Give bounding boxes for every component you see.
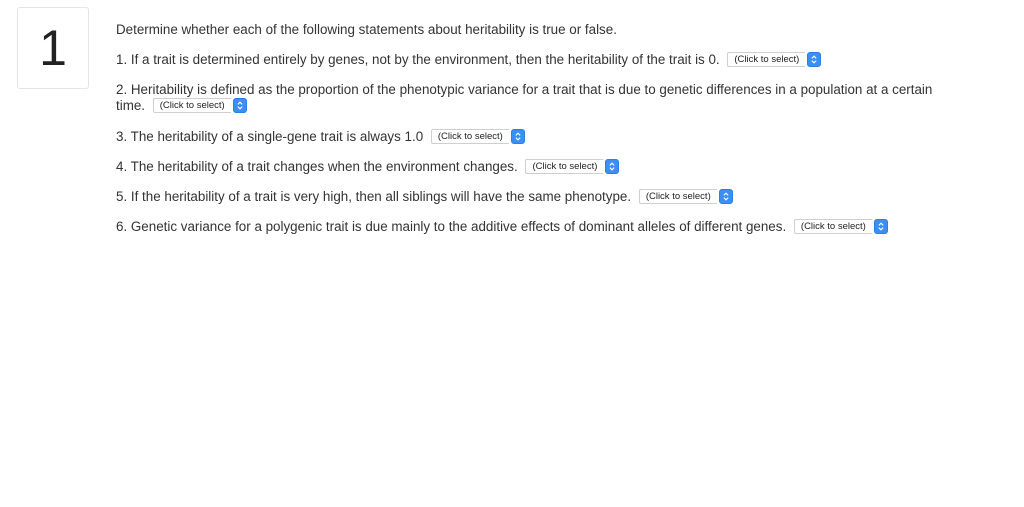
question-number-badge: 1 xyxy=(17,7,89,89)
question-instructions: Determine whether each of the following statements about heritability is true or false. xyxy=(116,22,617,37)
statement-2 xyxy=(116,82,946,114)
statement-6-select-value[interactable]: (Click to select) xyxy=(794,219,872,234)
select-arrows-icon[interactable] xyxy=(605,159,619,174)
statement-5-select[interactable] xyxy=(639,189,733,204)
statement-1-select-value[interactable]: (Click to select) xyxy=(727,52,805,67)
statement-4 xyxy=(116,159,946,175)
statement-2-select[interactable] xyxy=(153,98,247,113)
statement-3-select-value[interactable]: (Click to select) xyxy=(431,129,509,144)
statement-2-text: 2. Heritability is defined as the proportion of the phenotypic variance for a trait that is due to genetic differences in a population at a certain time. xyxy=(116,82,933,113)
statement-1 xyxy=(116,52,946,68)
select-arrows-icon[interactable] xyxy=(719,189,733,204)
select-arrows-icon[interactable] xyxy=(511,129,525,144)
select-arrows-icon[interactable] xyxy=(874,219,888,234)
statement-6-text: 6. Genetic variance for a polygenic trait is due mainly to the additive effects of dominant alleles of different genes. xyxy=(116,219,787,234)
select-arrows-icon[interactable] xyxy=(807,52,821,67)
statement-1-select[interactable] xyxy=(727,52,821,67)
statement-5-select-value[interactable]: (Click to select) xyxy=(639,189,717,204)
select-arrows-icon[interactable] xyxy=(233,98,247,113)
statement-3-text: 3. The heritability of a single-gene trait is always 1.0 xyxy=(116,129,424,144)
statement-4-select-value[interactable]: (Click to select) xyxy=(525,159,603,174)
statement-5-text: 5. If the heritability of a trait is very high, then all siblings will have the same phenotype. xyxy=(116,189,632,204)
statement-6-select[interactable] xyxy=(794,219,888,234)
statement-4-select[interactable] xyxy=(525,159,619,174)
statement-3 xyxy=(116,129,946,145)
statement-3-select[interactable] xyxy=(431,129,525,144)
statement-2-select-value[interactable]: (Click to select) xyxy=(153,98,231,113)
statement-6 xyxy=(116,219,946,235)
statement-4-text: 4. The heritability of a trait changes when the environment changes. xyxy=(116,159,518,174)
statement-5 xyxy=(116,189,946,205)
statement-1-text: 1. If a trait is determined entirely by genes, not by the environment, then the heritability of the trait is 0. xyxy=(116,52,720,67)
question-content xyxy=(116,22,946,249)
